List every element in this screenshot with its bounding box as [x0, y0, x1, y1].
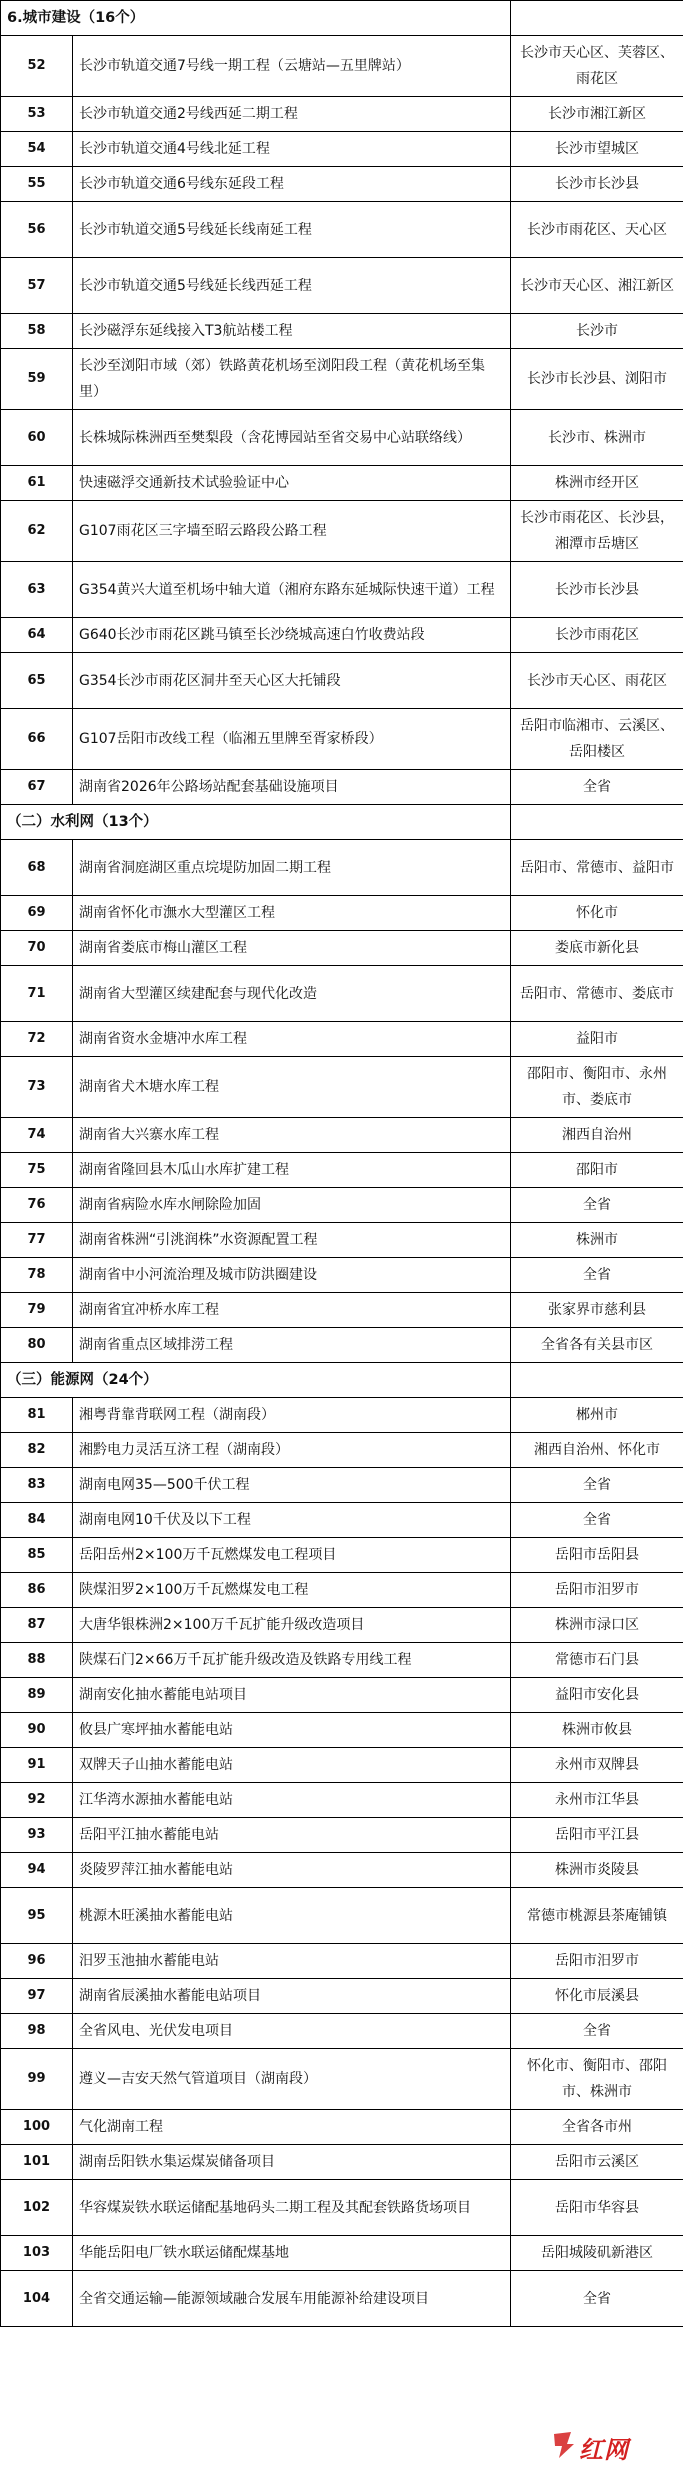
table-row — [1, 1979, 683, 2014]
table-row — [1, 466, 683, 501]
project-location: 株洲市渌口区 — [511, 1608, 683, 1643]
row-number: 71 — [1, 966, 73, 1022]
project-name: 湖南省犬木塘水库工程 — [73, 1057, 511, 1118]
project-location: 长沙市天心区、芙蓉区、雨花区 — [511, 36, 683, 97]
row-number: 84 — [1, 1503, 73, 1538]
project-name: 陕煤汨罗2×100万千瓦燃煤发电工程 — [73, 1573, 511, 1608]
project-name: 长沙市轨道交通4号线北延工程 — [73, 132, 511, 167]
table-row — [1, 314, 683, 349]
row-number: 56 — [1, 202, 73, 258]
project-location: 常德市桃源县茶庵铺镇 — [511, 1888, 683, 1944]
row-number: 80 — [1, 1328, 73, 1363]
row-number: 75 — [1, 1153, 73, 1188]
row-number: 91 — [1, 1748, 73, 1783]
project-location: 岳阳市、常德市、益阳市 — [511, 840, 683, 896]
project-name: 湖南电网10千伏及以下工程 — [73, 1503, 511, 1538]
project-name: 全省交通运输—能源领域融合发展车用能源补给建设项目 — [73, 2271, 511, 2327]
row-number: 67 — [1, 770, 73, 805]
row-number: 68 — [1, 840, 73, 896]
project-location: 全省 — [511, 1503, 683, 1538]
project-location: 怀化市辰溪县 — [511, 1979, 683, 2014]
project-name: 长沙市轨道交通5号线延长线西延工程 — [73, 258, 511, 314]
table-row — [1, 258, 683, 314]
row-number: 90 — [1, 1713, 73, 1748]
row-number: 54 — [1, 132, 73, 167]
project-name: 汨罗玉池抽水蓄能电站 — [73, 1944, 511, 1979]
row-number: 77 — [1, 1223, 73, 1258]
project-name: 陕煤石门2×66万千瓦扩能升级改造及铁路专用线工程 — [73, 1643, 511, 1678]
row-number: 100 — [1, 2110, 73, 2145]
table-row — [1, 1258, 683, 1293]
table-row — [1, 1573, 683, 1608]
row-number: 92 — [1, 1783, 73, 1818]
project-location: 岳阳市平江县 — [511, 1818, 683, 1853]
row-number: 74 — [1, 1118, 73, 1153]
row-number: 64 — [1, 618, 73, 653]
project-location: 全省 — [511, 2271, 683, 2327]
table-row — [1, 1888, 683, 1944]
table-row — [1, 1223, 683, 1258]
project-location: 岳阳市汨罗市 — [511, 1573, 683, 1608]
project-location: 张家界市慈利县 — [511, 1293, 683, 1328]
project-location: 全省 — [511, 2014, 683, 2049]
row-number: 87 — [1, 1608, 73, 1643]
project-location: 湘西自治州 — [511, 1118, 683, 1153]
project-location: 长沙市天心区、湘江新区 — [511, 258, 683, 314]
table-row — [1, 97, 683, 132]
table-row — [1, 167, 683, 202]
row-number: 95 — [1, 1888, 73, 1944]
project-location: 常德市石门县 — [511, 1643, 683, 1678]
project-location: 岳阳市汨罗市 — [511, 1944, 683, 1979]
table-row — [1, 1118, 683, 1153]
project-location: 邵阳市、衡阳市、永州市、娄底市 — [511, 1057, 683, 1118]
project-location: 长沙市湘江新区 — [511, 97, 683, 132]
table-row — [1, 840, 683, 896]
row-number: 63 — [1, 562, 73, 618]
project-name: 长沙磁浮东延线接入T3航站楼工程 — [73, 314, 511, 349]
row-number: 55 — [1, 167, 73, 202]
project-name: 气化湖南工程 — [73, 2110, 511, 2145]
project-name: 江华湾水源抽水蓄能电站 — [73, 1783, 511, 1818]
project-location: 岳阳市临湘市、云溪区、岳阳楼区 — [511, 709, 683, 770]
table-row — [1, 1433, 683, 1468]
project-name: 湖南电网35—500千伏工程 — [73, 1468, 511, 1503]
project-location: 全省 — [511, 1468, 683, 1503]
row-number: 101 — [1, 2145, 73, 2180]
project-name: 湖南省中小河流治理及城市防洪圈建设 — [73, 1258, 511, 1293]
project-location: 株洲市炎陵县 — [511, 1853, 683, 1888]
project-location: 长沙市望城区 — [511, 132, 683, 167]
section-header-row — [1, 805, 683, 840]
section-title: （三）能源网（24个） — [1, 1363, 511, 1398]
project-name: 湖南省病险水库水闸除险加固 — [73, 1188, 511, 1223]
table-row — [1, 1538, 683, 1573]
table-row — [1, 36, 683, 97]
project-location: 长沙市 — [511, 314, 683, 349]
project-location: 岳阳市、常德市、娄底市 — [511, 966, 683, 1022]
section-empty-cell — [511, 805, 683, 840]
row-number: 83 — [1, 1468, 73, 1503]
row-number: 52 — [1, 36, 73, 97]
project-location: 岳阳市岳阳县 — [511, 1538, 683, 1573]
project-name: G107岳阳市改线工程（临湘五里牌至胥家桥段） — [73, 709, 511, 770]
project-location: 益阳市 — [511, 1022, 683, 1057]
project-name: 湖南省大型灌区续建配套与现代化改造 — [73, 966, 511, 1022]
project-location: 长沙市雨花区、长沙县，湘潭市岳塘区 — [511, 501, 683, 562]
project-name: 长沙至浏阳市域（郊）铁路黄花机场至浏阳段工程（黄花机场至集里） — [73, 349, 511, 410]
project-location: 全省 — [511, 1258, 683, 1293]
table-row — [1, 2110, 683, 2145]
project-name: 快速磁浮交通新技术试验验证中心 — [73, 466, 511, 501]
project-location: 全省 — [511, 770, 683, 805]
table-row — [1, 2145, 683, 2180]
row-number: 103 — [1, 2236, 73, 2271]
table-row — [1, 501, 683, 562]
project-name: 湘粤背靠背联网工程（湖南段） — [73, 1398, 511, 1433]
project-location: 长沙市长沙县、浏阳市 — [511, 349, 683, 410]
row-number: 102 — [1, 2180, 73, 2236]
rednet-logo-icon — [551, 2430, 577, 2460]
table-row — [1, 562, 683, 618]
row-number: 81 — [1, 1398, 73, 1433]
row-number: 73 — [1, 1057, 73, 1118]
table-row — [1, 1188, 683, 1223]
table-row — [1, 1328, 683, 1363]
project-name: 湖南省娄底市梅山灌区工程 — [73, 931, 511, 966]
project-name: 湖南省洞庭湖区重点垸堤防加固二期工程 — [73, 840, 511, 896]
project-name: 炎陵罗萍江抽水蓄能电站 — [73, 1853, 511, 1888]
project-location: 长沙市雨花区 — [511, 618, 683, 653]
table-row — [1, 653, 683, 709]
project-location: 怀化市、衡阳市、邵阳市、株洲市 — [511, 2049, 683, 2110]
table-row — [1, 1293, 683, 1328]
project-name: 湖南省隆回县木瓜山水库扩建工程 — [73, 1153, 511, 1188]
row-number: 69 — [1, 896, 73, 931]
table-row — [1, 1057, 683, 1118]
row-number: 66 — [1, 709, 73, 770]
project-name: 湖南省宜冲桥水库工程 — [73, 1293, 511, 1328]
table-row — [1, 1944, 683, 1979]
project-name: 湖南省2026年公路场站配套基础设施项目 — [73, 770, 511, 805]
table-row — [1, 1713, 683, 1748]
table-row — [1, 966, 683, 1022]
table-row — [1, 1398, 683, 1433]
table-row — [1, 202, 683, 258]
table-row — [1, 1608, 683, 1643]
project-name: 湖南岳阳铁水集运煤炭储备项目 — [73, 2145, 511, 2180]
table-row — [1, 1468, 683, 1503]
row-number: 86 — [1, 1573, 73, 1608]
row-number: 88 — [1, 1643, 73, 1678]
project-location: 长沙市、株洲市 — [511, 410, 683, 466]
row-number: 61 — [1, 466, 73, 501]
project-name: 双牌天子山抽水蓄能电站 — [73, 1748, 511, 1783]
project-name: 湖南省重点区域排涝工程 — [73, 1328, 511, 1363]
project-name: 岳阳平江抽水蓄能电站 — [73, 1818, 511, 1853]
project-name: G354长沙市雨花区洞井至天心区大托铺段 — [73, 653, 511, 709]
section-title: （二）水利网（13个） — [1, 805, 511, 840]
project-location: 株洲市 — [511, 1223, 683, 1258]
row-number: 96 — [1, 1944, 73, 1979]
project-name: 湖南省大兴寨水库工程 — [73, 1118, 511, 1153]
project-location: 株洲市经开区 — [511, 466, 683, 501]
project-name: 长沙市轨道交通7号线一期工程（云塘站—五里牌站） — [73, 36, 511, 97]
row-number: 65 — [1, 653, 73, 709]
project-name: G354黄兴大道至机场中轴大道（湘府东路东延城际快速干道）工程 — [73, 562, 511, 618]
project-location: 岳阳市云溪区 — [511, 2145, 683, 2180]
row-number: 82 — [1, 1433, 73, 1468]
project-location: 长沙市雨花区、天心区 — [511, 202, 683, 258]
project-name: 长沙市轨道交通2号线西延二期工程 — [73, 97, 511, 132]
section-header-row — [1, 1363, 683, 1398]
project-location: 长沙市长沙县 — [511, 562, 683, 618]
table-row — [1, 2236, 683, 2271]
watermark-text: 红网 — [579, 2435, 629, 2464]
project-name: 全省风电、光伏发电项目 — [73, 2014, 511, 2049]
project-name: 长沙市轨道交通6号线东延段工程 — [73, 167, 511, 202]
project-location: 永州市双牌县 — [511, 1748, 683, 1783]
project-name: G107雨花区三字墙至昭云路段公路工程 — [73, 501, 511, 562]
project-name: 岳阳岳州2×100万千瓦燃煤发电工程项目 — [73, 1538, 511, 1573]
row-number: 59 — [1, 349, 73, 410]
project-name: G640长沙市雨花区跳马镇至长沙绕城高速白竹收费站段 — [73, 618, 511, 653]
project-name: 攸县广寒坪抽水蓄能电站 — [73, 1713, 511, 1748]
row-number: 57 — [1, 258, 73, 314]
project-name: 湖南省资水金塘冲水库工程 — [73, 1022, 511, 1057]
row-number: 70 — [1, 931, 73, 966]
row-number: 60 — [1, 410, 73, 466]
row-number: 72 — [1, 1022, 73, 1057]
project-location: 邵阳市 — [511, 1153, 683, 1188]
project-location: 长沙市长沙县 — [511, 167, 683, 202]
row-number: 62 — [1, 501, 73, 562]
table-row — [1, 1022, 683, 1057]
table-row — [1, 1503, 683, 1538]
row-number: 78 — [1, 1258, 73, 1293]
table-row — [1, 618, 683, 653]
project-location: 全省各市州 — [511, 2110, 683, 2145]
table-row — [1, 896, 683, 931]
table-row — [1, 2049, 683, 2110]
row-number: 97 — [1, 1979, 73, 2014]
row-number: 85 — [1, 1538, 73, 1573]
table-row — [1, 709, 683, 770]
table-row — [1, 931, 683, 966]
table-row — [1, 410, 683, 466]
row-number: 98 — [1, 2014, 73, 2049]
row-number: 93 — [1, 1818, 73, 1853]
table-row — [1, 770, 683, 805]
project-location: 长沙市天心区、雨花区 — [511, 653, 683, 709]
project-name: 华能岳阳电厂铁水联运储配煤基地 — [73, 2236, 511, 2271]
row-number: 89 — [1, 1678, 73, 1713]
project-location: 全省各有关县市区 — [511, 1328, 683, 1363]
section-header-row — [1, 1, 683, 36]
project-name: 湖南省株洲“引洮润株”水资源配置工程 — [73, 1223, 511, 1258]
project-name: 大唐华银株洲2×100万千瓦扩能升级改造项目 — [73, 1608, 511, 1643]
section-empty-cell — [511, 1363, 683, 1398]
project-name: 遵义—吉安天然气管道项目（湖南段） — [73, 2049, 511, 2110]
project-location: 益阳市安化县 — [511, 1678, 683, 1713]
table-row — [1, 1853, 683, 1888]
project-name: 桃源木旺溪抽水蓄能电站 — [73, 1888, 511, 1944]
row-number: 76 — [1, 1188, 73, 1223]
project-name: 长沙市轨道交通5号线延长线南延工程 — [73, 202, 511, 258]
project-location: 永州市江华县 — [511, 1783, 683, 1818]
project-name: 湖南省辰溪抽水蓄能电站项目 — [73, 1979, 511, 2014]
section-title: 6.城市建设（16个） — [1, 1, 511, 36]
row-number: 99 — [1, 2049, 73, 2110]
project-table-body — [1, 1, 683, 2327]
table-row — [1, 1153, 683, 1188]
project-location: 全省 — [511, 1188, 683, 1223]
project-location: 怀化市 — [511, 896, 683, 931]
project-name: 华容煤炭铁水联运储配基地码头二期工程及其配套铁路货场项目 — [73, 2180, 511, 2236]
row-number: 79 — [1, 1293, 73, 1328]
project-location: 郴州市 — [511, 1398, 683, 1433]
table-row — [1, 1748, 683, 1783]
project-name: 长株城际株洲西至樊梨段（含花博园站至省交易中心站联络线） — [73, 410, 511, 466]
table-row — [1, 1678, 683, 1713]
rednet-watermark-logo — [545, 2424, 675, 2468]
table-row — [1, 2271, 683, 2327]
row-number: 58 — [1, 314, 73, 349]
table-row — [1, 2180, 683, 2236]
project-location: 株洲市攸县 — [511, 1713, 683, 1748]
table-row — [1, 1643, 683, 1678]
table-row — [1, 1783, 683, 1818]
project-location: 岳阳市华容县 — [511, 2180, 683, 2236]
project-location: 湘西自治州、怀化市 — [511, 1433, 683, 1468]
section-empty-cell — [511, 1, 683, 36]
project-name: 湖南省怀化市潕水大型灌区工程 — [73, 896, 511, 931]
project-name: 湘黔电力灵活互济工程（湖南段） — [73, 1433, 511, 1468]
project-location: 娄底市新化县 — [511, 931, 683, 966]
project-location: 岳阳城陵矶新港区 — [511, 2236, 683, 2271]
table-row — [1, 132, 683, 167]
row-number: 104 — [1, 2271, 73, 2327]
table-row — [1, 2014, 683, 2049]
table-row — [1, 1818, 683, 1853]
row-number: 94 — [1, 1853, 73, 1888]
table-row — [1, 349, 683, 410]
row-number: 53 — [1, 97, 73, 132]
project-name: 湖南安化抽水蓄能电站项目 — [73, 1678, 511, 1713]
